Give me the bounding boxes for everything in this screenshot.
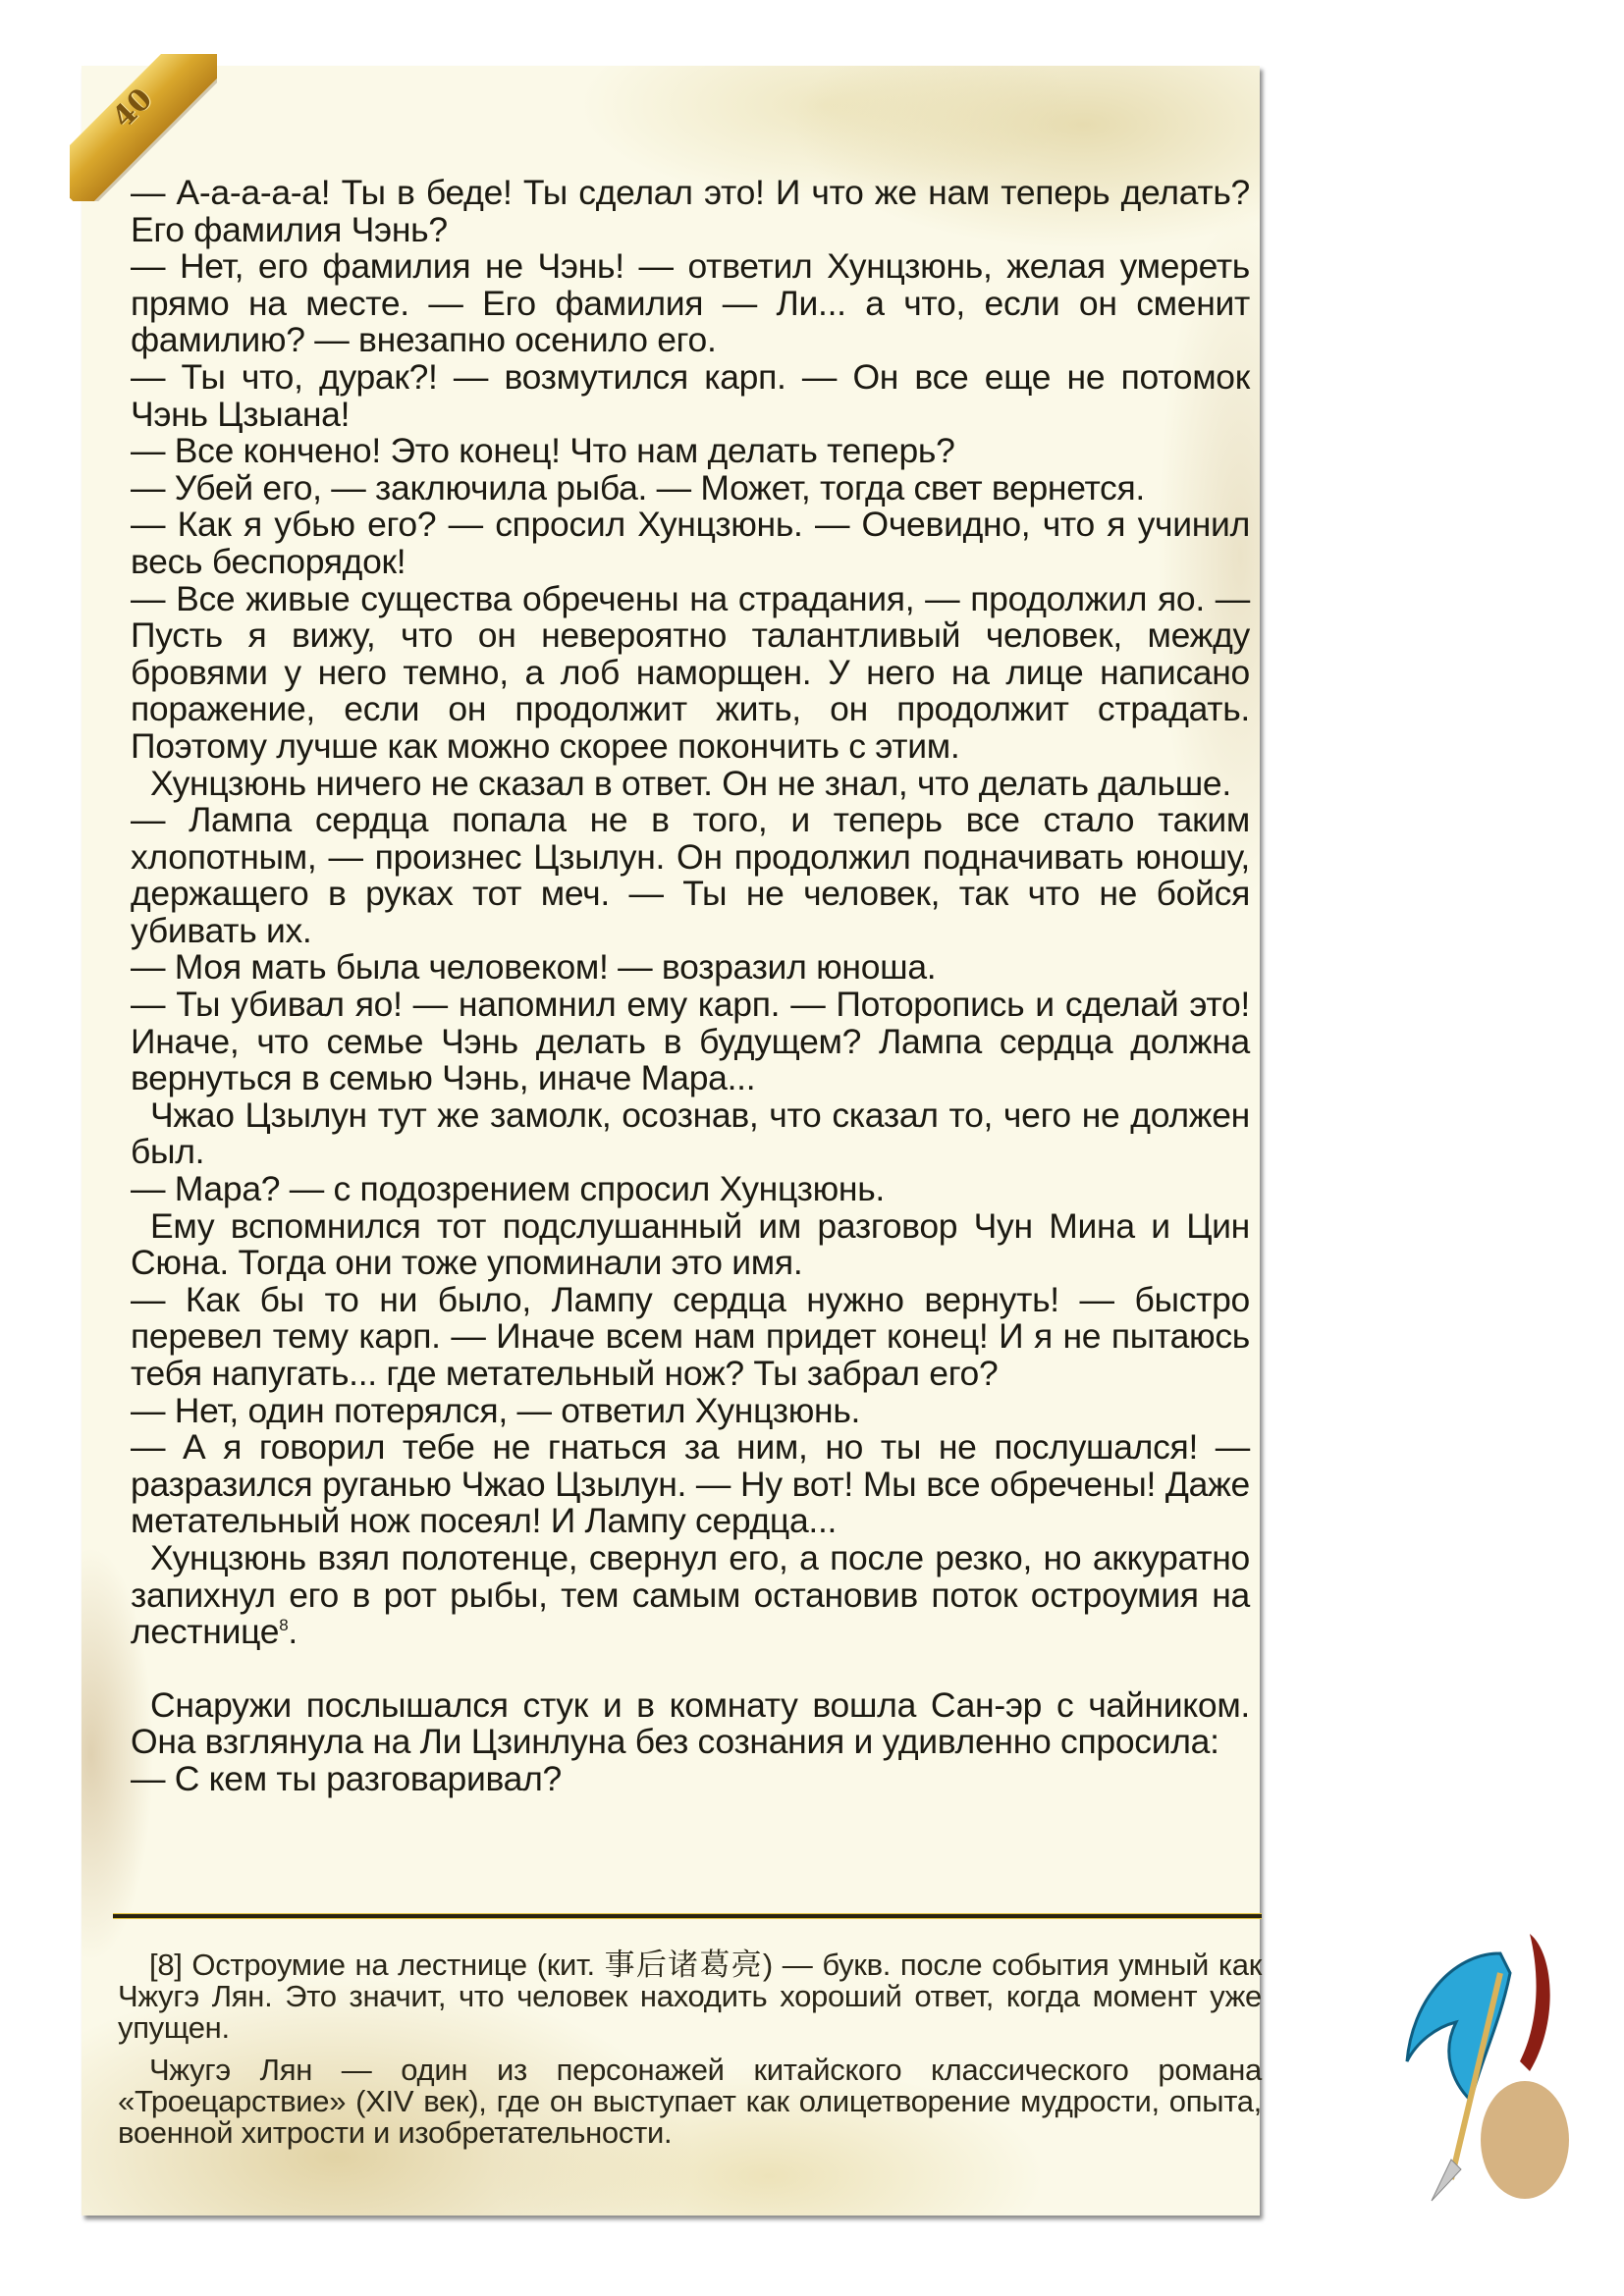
paragraph: — Моя мать была человеком! — возразил юноша. <box>131 947 937 988</box>
paragraph: — А я говорил тебе не гнаться за ним, но ты не послушался! — разразился руганью Чжао Цзылун. — Ну вот! Мы все обречены! Даже метательный нож посеял! И Лампу сердца... <box>131 1427 1250 1541</box>
paragraph: — Нет, один потерялся, — ответил Хунцзюнь. <box>131 1390 861 1430</box>
paragraph: — Ты что, дурак?! — возмутился карп. — Он все еще не потомок Чэнь Цзыана! <box>131 356 1250 434</box>
footnote-reference[interactable]: 8 <box>279 1616 289 1635</box>
paragraph-with-footnote: Хунцзюнь взял полотенце, свернул его, а после резко, но аккуратно запихнул его в рот рыбы, тем самым остановив поток остроумия на лестнице$^8$. <box>131 1537 1250 1652</box>
footnote-divider <box>113 1914 1262 1918</box>
main-text <box>131 175 1250 1798</box>
page-number: 40 <box>105 81 160 135</box>
paragraph: — Убей его, — заключила рыба. — Может, тогда свет вернется. <box>131 467 1145 507</box>
paragraph: — Все живые существа обречены на страдания, — продолжил яо. — Пусть я вижу, что он невероятно талантливый человек, между бровями у него темно, а лоб наморщен. У него на лице написано поражение, если он продолжит жить, он продолжит страдать. Поэтому лучше как можно скорее покончить с этим. <box>131 578 1250 766</box>
paragraph: — Как бы то ни было, Лампу сердца нужно вернуть! — быстро перевел тему карп. — Иначе всем нам придет конец! И я не пытаюсь тебя напугать... где метательный нож? Ты забрал его? <box>131 1279 1250 1393</box>
paragraph: Хунцзюнь ничего не сказал в ответ. Он не знал, что делать дальше. <box>150 763 1231 803</box>
paragraph: Чжао Цзылун тут же замолк, осознав, что сказал то, чего не должен был. <box>131 1095 1250 1172</box>
quill-feather-icon <box>1382 1914 1569 2209</box>
paragraph: — Нет, его фамилия не Чэнь! — ответил Хунцзюнь, желая умереть прямо на месте. — Его фамилия — Ли... а что, если он сменит фамилию? — внезапно осенило его. <box>131 246 1250 360</box>
paragraph: — С кем ты разговаривал? <box>131 1758 562 1798</box>
paragraph: — А-а-а-а-а! Ты в беде! Ты сделал это! И что же нам теперь делать? Его фамилия Чэнь? <box>131 173 1250 249</box>
paragraph: Ему вспомнился тот подслушанный им разговор Чун Мина и Цин Сюна. Тогда они тоже упоминали это имя. <box>131 1205 1250 1283</box>
paragraph: — Лампа сердца попала не в того, и теперь все стало таким хлопотным, — произнес Цзылун. Он продолжил подначивать юношу, держащего в руках тот меч. — Ты не человек, так что не бойся убивать их. <box>131 800 1250 950</box>
paragraph-text: Хунцзюнь взял полотенце, свернул его, а после резко, но аккуратно запихнул его в рот рыбы, тем самым остановив поток остроумия на лестнице <box>131 1537 1250 1652</box>
paragraph: — Ты убивал яо! — напомнил ему карп. — Поторопись и сделай это! Иначе, что семье Чэнь делать в будущем? Лампа сердца должна вернуться в семью Чэнь, иначе Мара... <box>131 985 1250 1098</box>
paragraph: — Как я убью его? — спросил Хунцзюнь. — Очевидно, что я учинил весь беспорядок! <box>131 505 1250 581</box>
paragraph: — Все кончено! Это конец! Что нам делать теперь? <box>131 431 955 471</box>
footnote-continuation: Чжугэ Лян — один из персонажей китайского классического романа «Троецарствие» (XIV век), где он выступает как олицетворение мудрости, опыта, военной хитрости и изобретательности. <box>118 2053 1262 2150</box>
paragraph: Снаружи послышался стук и в комнату вошла Сан-эр с чайником. Она взглянула на Ли Цзинлуна без сознания и удивленно спросила: <box>131 1684 1250 1762</box>
footnotes <box>118 1949 1262 2160</box>
paragraph: — Мара? — с подозрением спросил Хунцзюнь. <box>131 1169 885 1209</box>
footnote: [8] Остроумие на лестнице (кит. 事后诸葛亮) — букв. после события умный как Чжугэ Лян. Это значит, что человек находить хороший ответ, когда момент уже упущен. <box>118 1948 1262 2045</box>
